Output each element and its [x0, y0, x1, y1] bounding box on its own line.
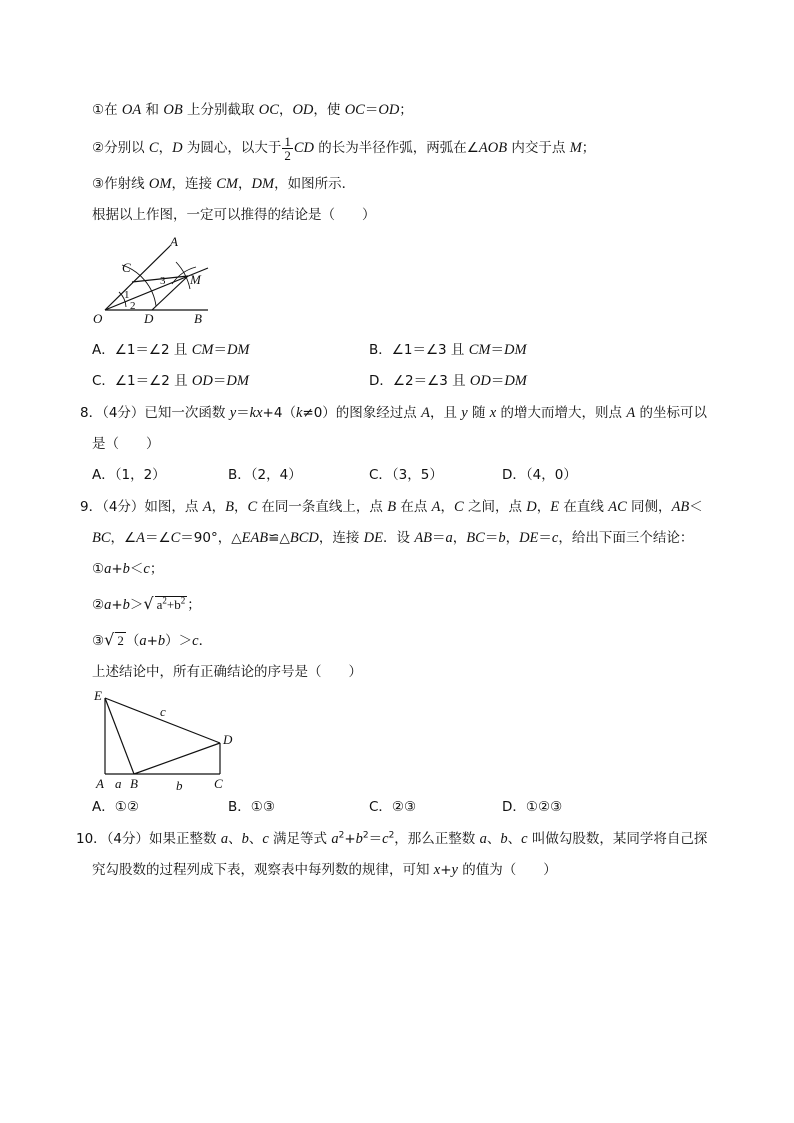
q7-option-a[interactable]: A．∠1＝∠2 且 CM＝DM [92, 342, 250, 358]
q9-conclusion-2: ②a+b＞√ $a^2+b^2$ ； [92, 594, 201, 613]
q9-option-a[interactable]: A．①② [92, 799, 139, 815]
label-m: M [190, 272, 201, 287]
q8-line-1: 8．（4分）已知一次函数 y＝kx+4（k≠0）的图象经过点 A，且 y 随 x 的增大而增大，则点 A 的坐标可以 [80, 405, 707, 421]
q7-angle-bisector-figure [88, 234, 218, 326]
label-a: A [170, 234, 178, 249]
q9-option-c[interactable]: C．②③ [369, 799, 417, 815]
sqrt-a2-b2: $a^2+b^2$ [156, 595, 186, 612]
radical-sign: √ [143, 594, 154, 613]
q8-option-a[interactable]: A．（1，2） [92, 467, 166, 483]
q9-line-1: 9．（4分）如图，点 A，B，C 在同一条直线上，点 B 在点 A，C 之间，点 D，E 在直线 AC 同侧，AB＜ [80, 499, 703, 515]
segment-dm [152, 276, 188, 310]
q10-line-2: 究勾股数的过程列成下表，观察表中每列数的规律，可知 x+y 的值为（ ） [92, 862, 557, 878]
label-e: E [94, 688, 102, 703]
q7-step-3: ③作射线 OM，连接 CM，DM，如图所示． [92, 176, 356, 192]
label-side-a: a [115, 776, 122, 791]
label-d: D [144, 311, 154, 326]
q7-question: 根据以上作图，一定可以推得的结论是（ ） [92, 207, 376, 223]
label-d: D [223, 732, 233, 747]
q9-conclusion-1: ①a+b＜c； [92, 561, 164, 577]
q7-option-d[interactable]: D．∠2＝∠3 且 OD＝DM [369, 373, 527, 389]
q8-option-d[interactable]: D．（4，0） [502, 467, 577, 483]
q10-line-1: 10．（4分）如果正整数 a、b、c 满足等式 $a^2+b^2=c^2$，那么正整数 a、b、c 叫做勾股数，某同学将自己探 [76, 830, 708, 847]
label-a: A [96, 776, 104, 791]
label-b: B [194, 311, 202, 326]
label-b: B [130, 776, 138, 791]
q7-option-b[interactable]: B．∠1＝∠3 且 CM＝DM [369, 342, 527, 358]
label-c: C [214, 776, 223, 791]
segment-eb [105, 698, 134, 774]
label-c: C [122, 260, 131, 275]
fraction-one-half: $\frac{1}{2}$ [284, 133, 291, 163]
label-side-c: c [160, 704, 166, 719]
q9-line-2: BC，∠A＝∠C＝90°，△EAB≌△BCD，连接 DE．设 AB＝a，BC＝b，DE＝c，给出下面三个结论： [92, 530, 694, 546]
q9-option-d[interactable]: D．①②③ [502, 799, 563, 815]
q8-option-c[interactable]: C．（3，5） [369, 467, 443, 483]
label-angle-2: 2 [130, 300, 136, 312]
q9-option-b[interactable]: B．①③ [228, 799, 275, 815]
label-o: O [93, 311, 103, 326]
q8-line-2: 是（ ） [92, 436, 160, 452]
label-angle-3: 3 [160, 275, 166, 287]
q8-option-b[interactable]: B．（2，4） [228, 467, 302, 483]
q7-step-1: ①在 OA 和 OB 上分别截取 OC，OD，使 OC＝OD； [92, 102, 413, 118]
label-side-b: b [176, 778, 183, 793]
radical-sign: √ [104, 630, 115, 649]
label-angle-1: 1 [124, 289, 130, 301]
q7-step-2: ②分别以 C，D 为圆心，以大于 $\frac{1}{2}$ CD 的长为半径作弧，两弧在∠AOB 内交于点 M； [92, 133, 596, 163]
q7-option-c[interactable]: C．∠1＝∠2 且 OD＝DM [92, 373, 249, 389]
sqrt-2: 2 [117, 633, 124, 648]
q9-question: 上述结论中，所有正确结论的序号是（ ） [92, 664, 362, 680]
segment-bd [134, 743, 220, 774]
q9-conclusion-3: ③√ 2 （a+b）＞c． [92, 630, 213, 649]
q9-triangle-figure [88, 684, 243, 794]
